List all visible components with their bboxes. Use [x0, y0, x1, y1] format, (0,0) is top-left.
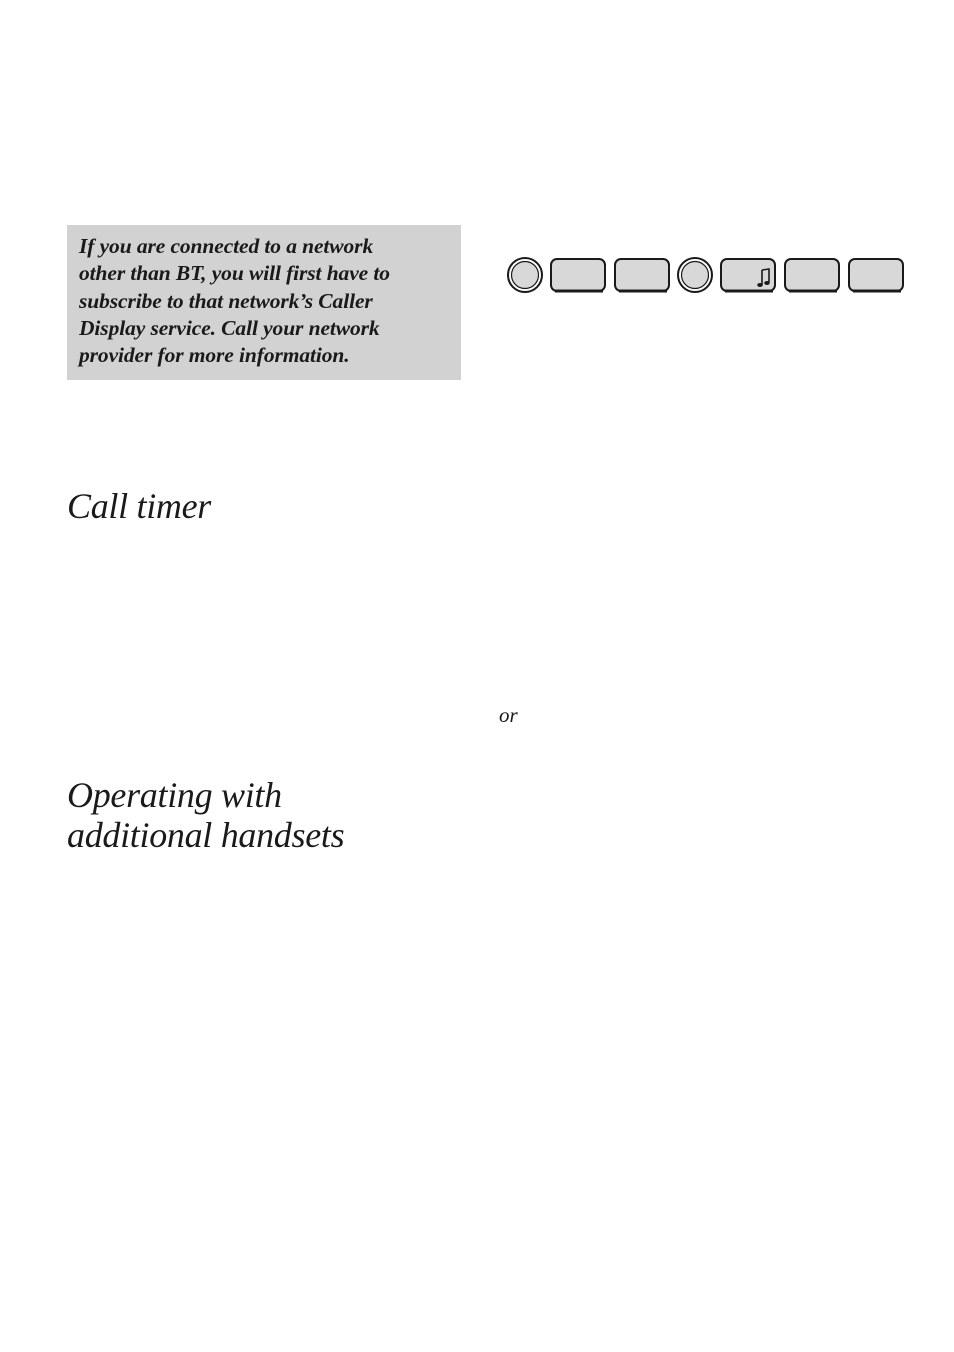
round-key: [678, 258, 712, 292]
rect-key: [849, 259, 903, 291]
heading-line: Operating with: [67, 775, 282, 815]
keypad-illustration: [505, 256, 905, 294]
operating-handsets-heading: [67, 775, 344, 855]
note-line: If you are connected to a network: [79, 234, 374, 258]
or-text: or: [499, 703, 518, 727]
round-key: [508, 258, 542, 292]
note-line: other than BT, you will first have to: [79, 261, 390, 286]
rect-key: [785, 259, 839, 291]
music-key: [721, 259, 775, 291]
heading-line: additional handsets: [67, 815, 345, 855]
note-line: Display service. Call your network: [79, 315, 380, 340]
rect-key: [551, 259, 605, 291]
info-note-box: [67, 225, 461, 380]
rect-key: [615, 259, 669, 291]
note-line: subscribe to that network’s Caller: [79, 288, 373, 313]
call-timer-heading: Call timer: [67, 486, 212, 526]
note-line: provider for more information.: [79, 343, 350, 368]
